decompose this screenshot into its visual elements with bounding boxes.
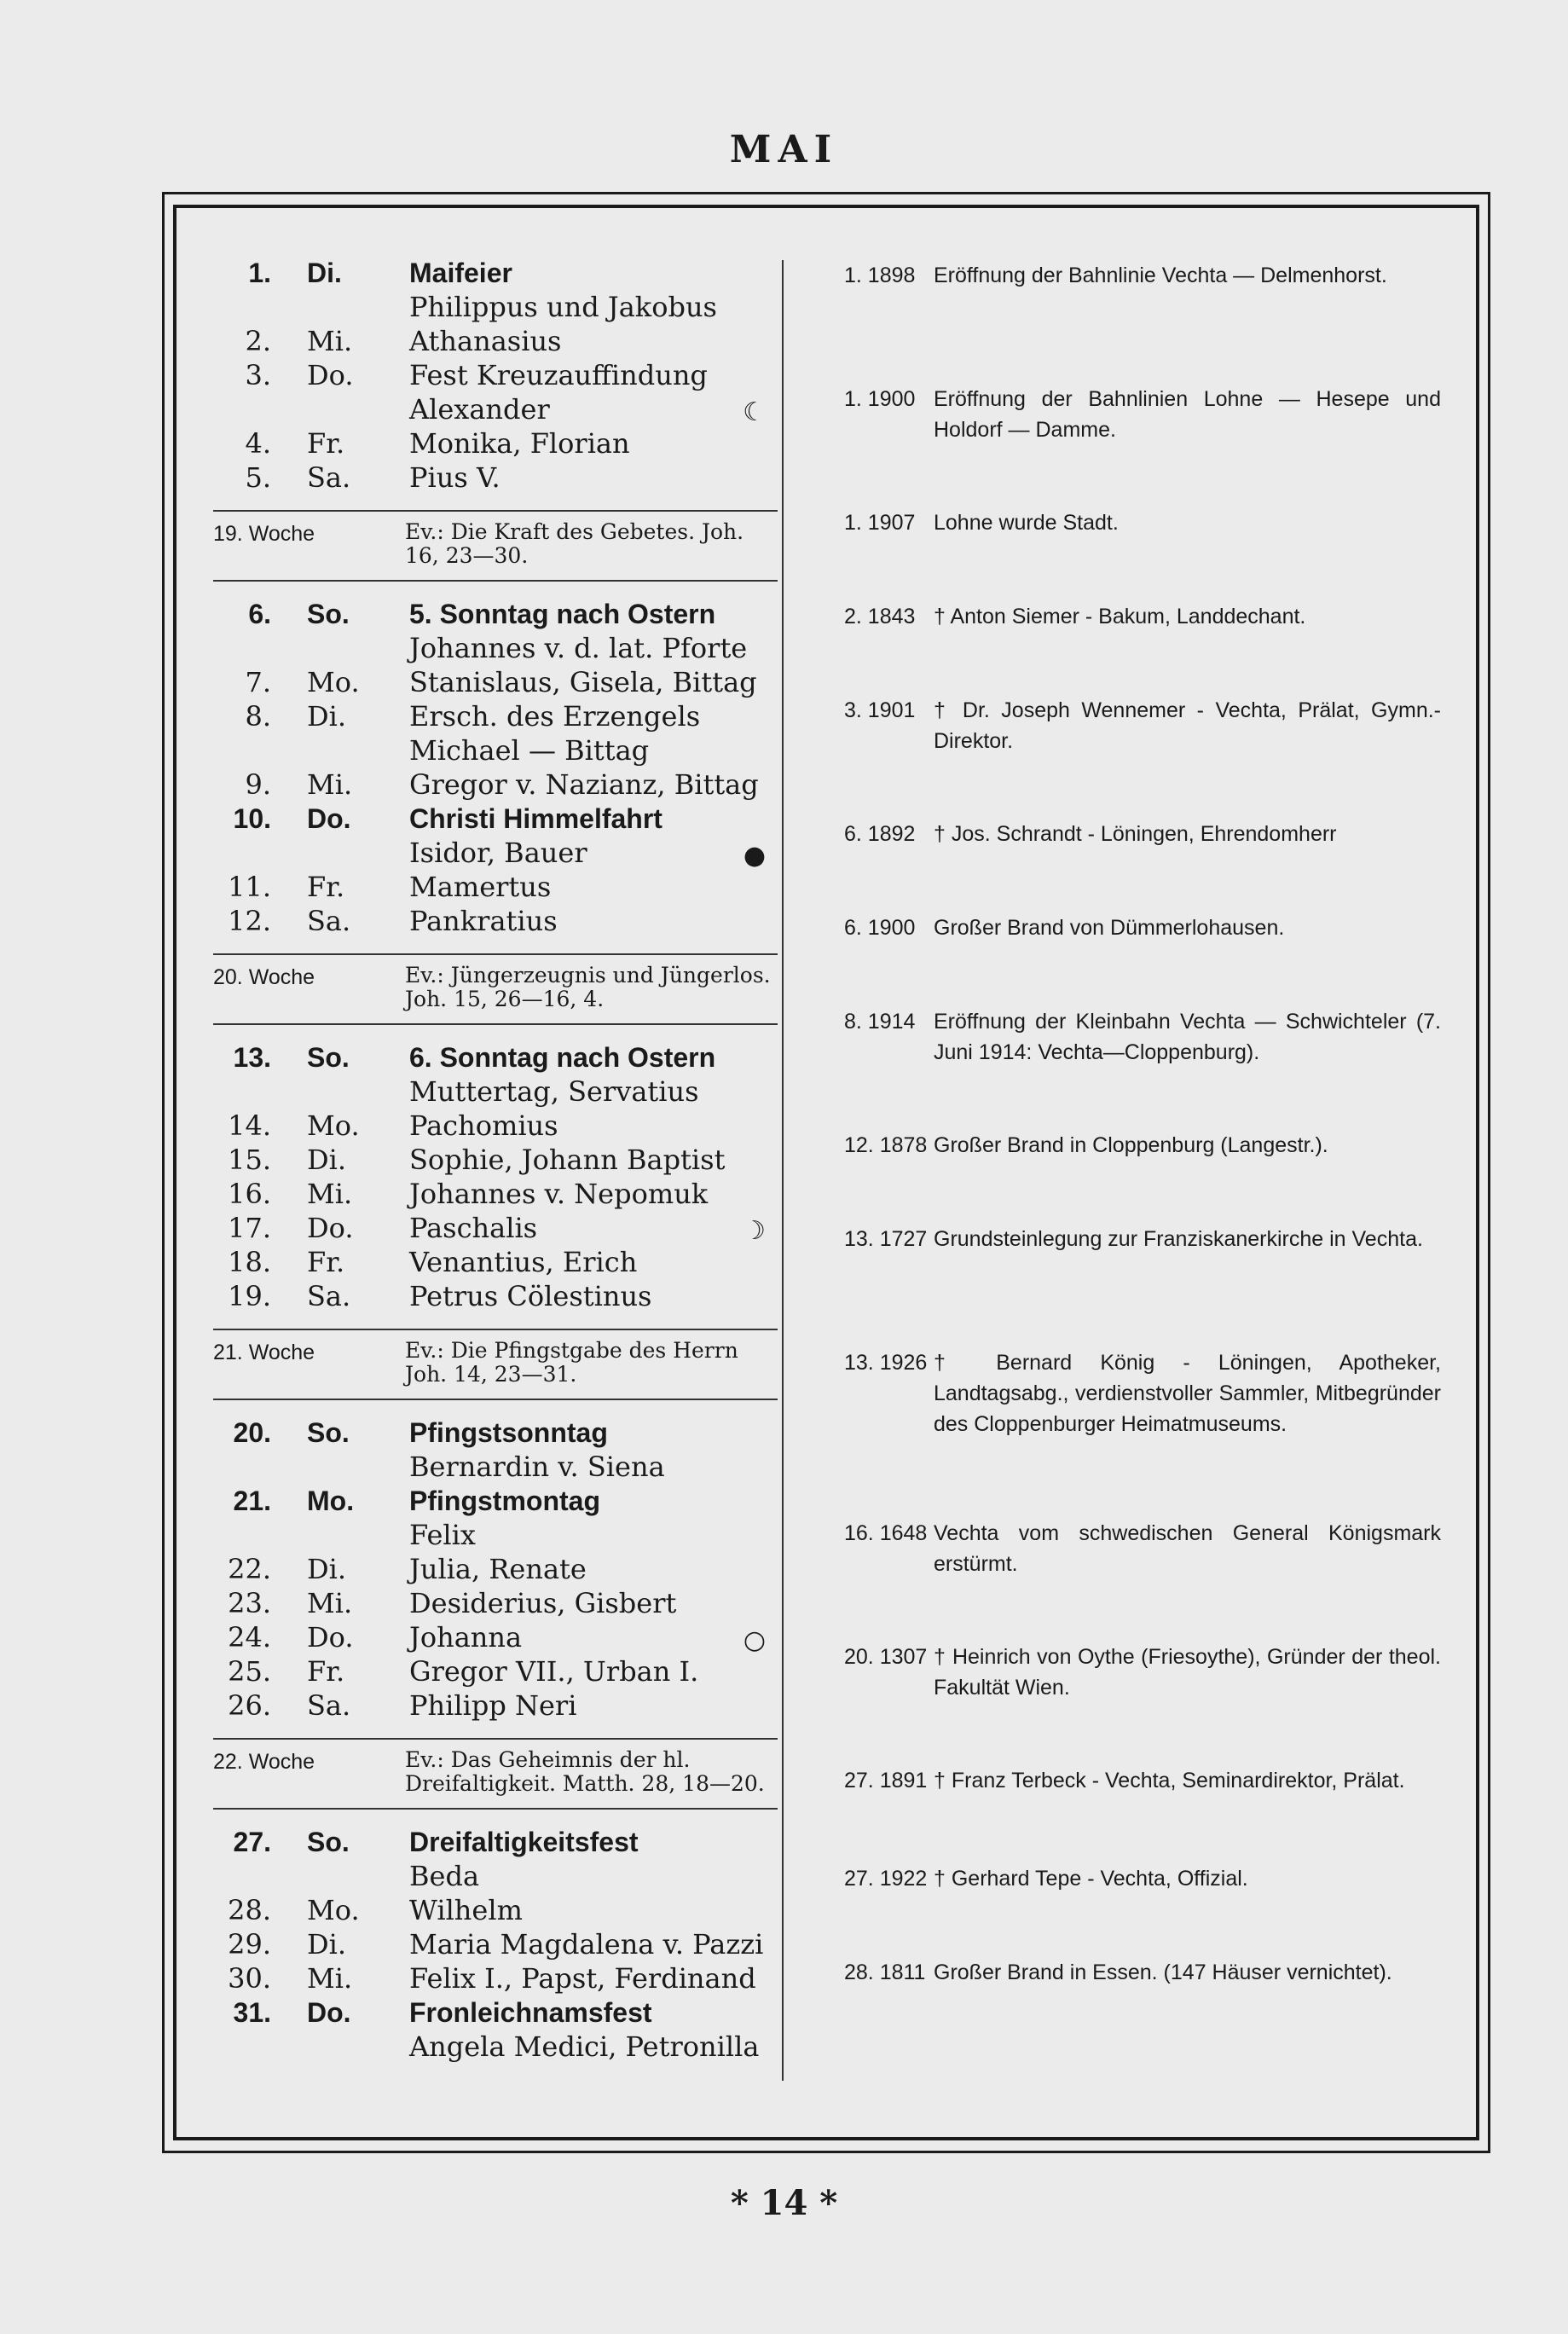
calendar-day-row	[213, 1995, 778, 2030]
event-text: † Anton Siemer - Bakum, Landdechant.	[934, 605, 1306, 628]
event-date: 27. 1922	[844, 1867, 928, 1891]
calendar-day-row	[213, 1245, 778, 1279]
feast-text: Gregor VII., Urban I.	[409, 1655, 699, 1688]
event-text: Großer Brand von Dümmerlohausen.	[934, 916, 1285, 940]
page-title: MAI	[729, 128, 839, 171]
feast-text: Pankratius	[409, 905, 558, 937]
weekday: Do.	[307, 1212, 354, 1244]
day-number: 25.	[228, 1655, 271, 1688]
weekday: Di.	[307, 700, 347, 733]
feast-text: Athanasius	[409, 325, 562, 357]
day-number: 16.	[228, 1178, 271, 1210]
feast-text: Bernardin v. Siena	[409, 1451, 665, 1483]
event-date: 1. 1898	[844, 264, 916, 287]
event-date: 1. 1907	[844, 511, 916, 535]
calendar-section	[213, 1416, 778, 1723]
day-number: 14.	[228, 1109, 271, 1142]
calendar-day-row	[213, 733, 778, 767]
event-date: 8. 1914	[844, 1010, 916, 1034]
weekday: Mi.	[307, 768, 353, 801]
day-number: 20.	[233, 1417, 271, 1448]
calendar-day-row	[213, 2030, 778, 2064]
calendar-section	[213, 256, 778, 495]
feast-text: Felix	[409, 1519, 476, 1551]
calendar-day-row	[213, 1893, 778, 1927]
calendar-day-row	[213, 836, 778, 870]
event-text: Großer Brand in Essen. (147 Häuser vernichtet).	[934, 1960, 1392, 1984]
weekday: So.	[307, 1827, 350, 1857]
day-number: 29.	[228, 1928, 271, 1960]
weekday: Sa.	[307, 461, 351, 494]
feast-text: Stanislaus, Gisela, Bittag	[409, 666, 757, 698]
calendar-day-row	[213, 1654, 778, 1688]
calendar-day-row	[213, 1211, 778, 1245]
calendar-day-row	[213, 1279, 778, 1313]
calendar-day-row	[213, 1518, 778, 1552]
weekday: Mo.	[307, 666, 360, 698]
calendar-column	[213, 256, 778, 2064]
feast-text: Wilhelm	[409, 1894, 523, 1926]
calendar-section	[213, 1040, 778, 1313]
weekday: Mi.	[307, 1587, 353, 1619]
history-event	[844, 1765, 1441, 1796]
event-date: 27. 1891	[844, 1769, 928, 1792]
event-date: 12. 1878	[844, 1133, 928, 1157]
moon-phase-icon: ●	[743, 841, 766, 871]
day-number: 28.	[228, 1894, 271, 1926]
gospel-reading: Ev.: Das Geheimnis der hl. Dreifaltigkeit. Matth. 28, 18—20.	[405, 1747, 765, 1796]
history-event	[844, 384, 1441, 445]
history-event	[844, 601, 1441, 632]
event-date: 1. 1900	[844, 387, 916, 411]
weekday: Di.	[307, 258, 342, 288]
weekday: Mo.	[307, 1109, 360, 1142]
event-date: 16. 1648	[844, 1521, 928, 1545]
calendar-day-row	[213, 870, 778, 904]
feast-text: Philippus und Jakobus	[409, 291, 717, 323]
history-event	[844, 260, 1441, 291]
feast-text: Pfingstsonntag	[409, 1417, 608, 1448]
feast-text: 6. Sonntag nach Ostern	[409, 1042, 716, 1073]
weekday: Sa.	[307, 1689, 351, 1722]
calendar-day-row	[213, 1109, 778, 1143]
calendar-day-row	[213, 290, 778, 324]
moon-phase-icon: ○	[743, 1625, 766, 1655]
day-number: 19.	[228, 1280, 271, 1312]
calendar-day-row	[213, 665, 778, 699]
weekday: Mi.	[307, 1178, 353, 1210]
calendar-day-row	[213, 631, 778, 665]
calendar-day-row	[213, 1586, 778, 1620]
feast-text: Julia, Renate	[409, 1553, 587, 1585]
calendar-day-row	[213, 1074, 778, 1109]
weekday: Mi.	[307, 1962, 353, 1995]
feast-text: Fest Kreuzauffindung	[409, 359, 708, 391]
page-number: * 14 *	[730, 2183, 838, 2223]
moon-phase-icon: ☽	[743, 1216, 766, 1246]
event-text: † Franz Terbeck - Vechta, Seminardirektor, Prälat.	[934, 1769, 1405, 1792]
feast-text: Fronleichnamsfest	[409, 1997, 652, 2028]
calendar-day-row	[213, 802, 778, 836]
calendar-section	[213, 1825, 778, 2064]
calendar-day-row	[213, 324, 778, 358]
day-number: 17.	[228, 1212, 271, 1244]
feast-text: Pius V.	[409, 461, 500, 494]
week-box	[213, 953, 778, 1025]
event-text: Lohne wurde Stadt.	[934, 511, 1119, 535]
feast-text: Gregor v. Nazianz, Bittag	[409, 768, 759, 801]
calendar-day-row	[213, 1143, 778, 1177]
day-number: 9.	[245, 768, 271, 801]
history-event	[844, 1642, 1441, 1703]
calendar-day-row	[213, 358, 778, 392]
event-text: † Jos. Schrandt - Löningen, Ehrendomherr	[934, 822, 1337, 846]
weekday: Di.	[307, 1553, 347, 1585]
day-number: 21.	[233, 1486, 271, 1516]
feast-text: Beda	[409, 1860, 480, 1892]
weekday: Fr.	[307, 1246, 345, 1278]
event-text: Vechta vom schwedischen General Königsmark erstürmt.	[934, 1521, 1441, 1576]
feast-text: Michael — Bittag	[409, 734, 650, 767]
day-number: 2.	[245, 325, 271, 357]
weekday: Mi.	[307, 325, 353, 357]
calendar-day-row	[213, 1825, 778, 1859]
feast-text: Johanna	[409, 1621, 523, 1653]
event-date: 20. 1307	[844, 1645, 928, 1669]
calendar-day-row	[213, 392, 778, 426]
calendar-day-row	[213, 904, 778, 938]
calendar-day-row	[213, 699, 778, 733]
feast-text: Isidor, Bauer	[409, 837, 587, 869]
moon-phase-icon: ☾	[743, 397, 766, 427]
day-number: 27.	[233, 1827, 271, 1857]
week-label: 19. Woche	[213, 522, 315, 546]
weekday: So.	[307, 1042, 350, 1073]
calendar-day-row	[213, 1927, 778, 1961]
event-text: Grundsteinlegung zur Franziskanerkirche in Vechta.	[934, 1227, 1423, 1251]
feast-text: Ersch. des Erzengels	[409, 700, 701, 733]
history-event	[844, 507, 1441, 538]
feast-text: Pfingstmontag	[409, 1486, 600, 1516]
feast-text: Philipp Neri	[409, 1689, 577, 1722]
event-text: † Gerhard Tepe - Vechta, Offizial.	[934, 1867, 1248, 1891]
calendar-day-row	[213, 597, 778, 631]
feast-text: Venantius, Erich	[409, 1246, 638, 1278]
week-label: 22. Woche	[213, 1750, 315, 1774]
weekday: Sa.	[307, 1280, 351, 1312]
history-event	[844, 1957, 1441, 1988]
event-text: Eröffnung der Bahnlinie Vechta — Delmenhorst.	[934, 264, 1387, 287]
day-number: 1.	[248, 258, 271, 288]
week-box	[213, 1329, 778, 1400]
week-box	[213, 510, 778, 582]
calendar-day-row	[213, 426, 778, 460]
feast-text: Angela Medici, Petronilla	[409, 2030, 760, 2063]
day-number: 24.	[228, 1621, 271, 1653]
day-number: 23.	[228, 1587, 271, 1619]
weekday: Do.	[307, 1621, 354, 1653]
event-date: 13. 1926	[844, 1351, 928, 1375]
calendar-day-row	[213, 1552, 778, 1586]
weekday: Di.	[307, 1928, 347, 1960]
day-number: 12.	[228, 905, 271, 937]
calendar-day-row	[213, 1961, 778, 1995]
event-text: Eröffnung der Bahnlinien Lohne — Hesepe und Holdorf — Damme.	[934, 387, 1441, 442]
day-number: 18.	[228, 1246, 271, 1278]
weekday: So.	[307, 599, 350, 629]
event-text: † Bernard König - Löningen, Apotheker, Landtagsabg., verdienstvoller Sammler, Mitbegründer des Cloppenburger Heimatmuseums.	[934, 1351, 1441, 1436]
day-number: 6.	[248, 599, 271, 629]
weekday: Sa.	[307, 905, 351, 937]
weekday: Do.	[307, 803, 351, 834]
day-number: 15.	[228, 1144, 271, 1176]
week-label: 21. Woche	[213, 1341, 315, 1364]
weekday: Fr.	[307, 1655, 345, 1688]
calendar-day-row	[213, 1484, 778, 1518]
day-number: 5.	[245, 461, 271, 494]
calendar-day-row	[213, 1450, 778, 1484]
history-event	[844, 819, 1441, 849]
feast-text: 5. Sonntag nach Ostern	[409, 599, 716, 629]
gospel-reading: Ev.: Die Kraft des Gebetes. Joh. 16, 23—30.	[405, 519, 744, 568]
history-event	[844, 912, 1441, 943]
feast-text: Petrus Cölestinus	[409, 1280, 652, 1312]
event-date: 2. 1843	[844, 605, 916, 628]
feast-text: Mamertus	[409, 871, 552, 903]
feast-text: Muttertag, Servatius	[409, 1075, 699, 1108]
event-date: 28. 1811	[844, 1960, 926, 1984]
history-event	[844, 1224, 1441, 1254]
weekday: Di.	[307, 1144, 347, 1176]
calendar-section	[213, 597, 778, 938]
feast-text: Christi Himmelfahrt	[409, 803, 662, 834]
calendar-day-row	[213, 1416, 778, 1450]
history-event	[844, 1863, 1441, 1894]
feast-text: Maria Magdalena v. Pazzi	[409, 1928, 764, 1960]
history-event	[844, 1130, 1441, 1161]
feast-text: Felix I., Papst, Ferdinand	[409, 1962, 756, 1995]
event-date: 13. 1727	[844, 1227, 928, 1251]
event-text: † Heinrich von Oythe (Friesoythe), Gründer der theol. Fakultät Wien.	[934, 1645, 1441, 1700]
history-event	[844, 1518, 1441, 1579]
weekday: So.	[307, 1417, 350, 1448]
feast-text: Johannes v. Nepomuk	[409, 1178, 709, 1210]
event-date: 6. 1900	[844, 916, 916, 940]
history-event	[844, 1006, 1441, 1068]
day-number: 30.	[228, 1962, 271, 1995]
calendar-day-row	[213, 1859, 778, 1893]
calendar-day-row	[213, 460, 778, 495]
feast-text: Desiderius, Gisbert	[409, 1587, 677, 1619]
calendar-day-row	[213, 1688, 778, 1723]
feast-text: Paschalis	[409, 1212, 538, 1244]
feast-text: Maifeier	[409, 258, 512, 288]
calendar-day-row	[213, 256, 778, 290]
event-date: 3. 1901	[844, 698, 916, 722]
week-box	[213, 1738, 778, 1810]
gospel-reading: Ev.: Jüngerzeugnis und Jüngerlos. Joh. 15, 26—16, 4.	[405, 963, 771, 1011]
feast-text: Johannes v. d. lat. Pforte	[409, 632, 748, 664]
feast-text: Pachomius	[409, 1109, 558, 1142]
event-text: † Dr. Joseph Wennemer - Vechta, Prälat, Gymn.-Direktor.	[934, 698, 1441, 753]
event-text: Eröffnung der Kleinbahn Vechta — Schwichteler (7. Juni 1914: Vechta—Cloppenburg).	[934, 1010, 1441, 1064]
day-number: 13.	[233, 1042, 271, 1073]
event-date: 6. 1892	[844, 822, 916, 846]
weekday: Do.	[307, 359, 354, 391]
calendar-day-row	[213, 1177, 778, 1211]
feast-text: Dreifaltigkeitsfest	[409, 1827, 639, 1857]
weekday: Mo.	[307, 1894, 360, 1926]
day-number: 10.	[233, 803, 271, 834]
weekday: Do.	[307, 1997, 351, 2028]
calendar-day-row	[213, 1040, 778, 1074]
weekday: Mo.	[307, 1486, 355, 1516]
gospel-reading: Ev.: Die Pfingstgabe des Herrn Joh. 14, 23—31.	[405, 1338, 738, 1387]
day-number: 3.	[245, 359, 271, 391]
history-event	[844, 1347, 1441, 1439]
feast-text: Monika, Florian	[409, 427, 630, 460]
day-number: 31.	[233, 1997, 271, 2028]
day-number: 8.	[245, 700, 271, 733]
feast-text: Sophie, Johann Baptist	[409, 1144, 726, 1176]
calendar-day-row	[213, 767, 778, 802]
weekday: Fr.	[307, 871, 345, 903]
day-number: 7.	[245, 666, 271, 698]
day-number: 11.	[228, 871, 271, 903]
weekday: Fr.	[307, 427, 345, 460]
day-number: 22.	[228, 1553, 271, 1585]
calendar-day-row	[213, 1620, 778, 1654]
event-text: Großer Brand in Cloppenburg (Langestr.).	[934, 1133, 1328, 1157]
day-number: 4.	[245, 427, 271, 460]
column-divider	[782, 260, 784, 2081]
history-event	[844, 695, 1441, 756]
week-label: 20. Woche	[213, 965, 315, 989]
day-number: 26.	[228, 1689, 271, 1722]
feast-text: Alexander	[409, 393, 550, 426]
